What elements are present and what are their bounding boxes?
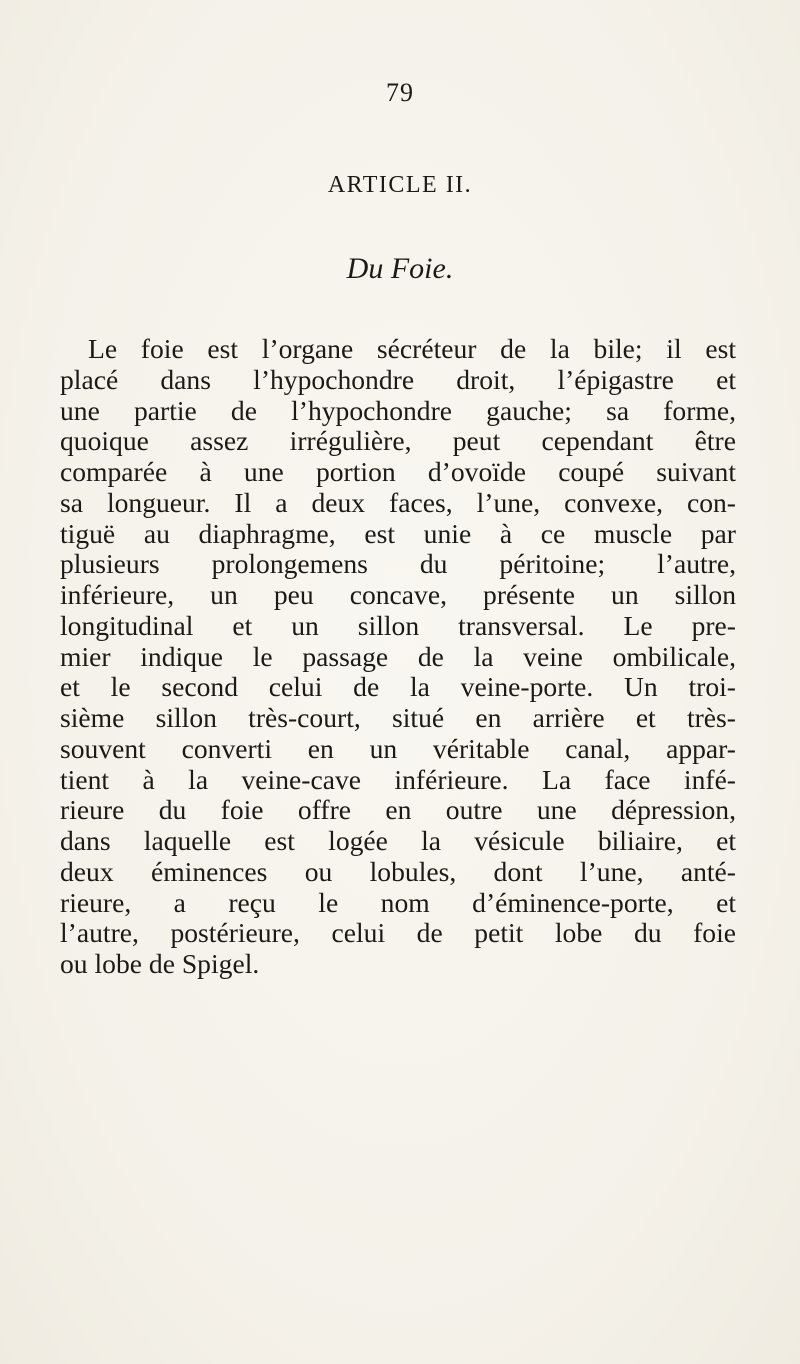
text-line: l’autre, postérieure, celui de petit lobe du foie [60, 917, 736, 949]
text-line: sa longueur. Il a deux faces, l’une, convexe, con- [60, 486, 736, 518]
section-title: Du Foie. [346, 252, 454, 285]
text-line: quoique assez irrégulière, peut cependant être [60, 425, 736, 457]
text-line: et le second celui de la veine-porte. Un troi- [60, 671, 736, 703]
text-line: deux éminences ou lobules, dont l’une, anté- [60, 855, 736, 887]
text-line: plusieurs prolongemens du péritoine; l’autre, [60, 548, 736, 580]
text-line: inférieure, un peu concave, présente un sillon [60, 579, 736, 610]
text-line: mier indique le passage de la veine ombilicale, [60, 640, 736, 672]
page-number: 79 [386, 78, 414, 107]
text-line: comparée à une portion d’ovoïde coupé suivant [60, 456, 736, 487]
text-line: rieure du foie offre en outre une dépression, [60, 794, 736, 826]
text-line: tient à la veine-cave inférieure. La face infé- [60, 763, 736, 795]
body-paragraph [60, 334, 736, 980]
text-line: longitudinal et un sillon transversal. Le pre- [60, 609, 736, 641]
article-heading: ARTICLE II. [327, 172, 473, 198]
text-line: souvent converti en un véritable canal, appar- [60, 732, 736, 764]
text-line: Le foie est l’organe sécréteur de la bile; il est [88, 333, 736, 364]
text-line: rieure, a reçu le nom d’éminence-porte, et [60, 886, 736, 918]
text-line: placé dans l’hypochondre droit, l’épigastre et [60, 363, 736, 395]
text-line: une partie de l’hypochondre gauche; sa forme, [60, 394, 736, 426]
text-line: ou lobe de Spigel. [60, 948, 260, 979]
text-line: dans laquelle est logée la vésicule biliaire, et [60, 825, 736, 856]
text-line: sième sillon très-court, situé en arrière et très- [60, 702, 736, 733]
text-line: tiguë au diaphragme, est unie à ce muscle par [60, 517, 736, 549]
